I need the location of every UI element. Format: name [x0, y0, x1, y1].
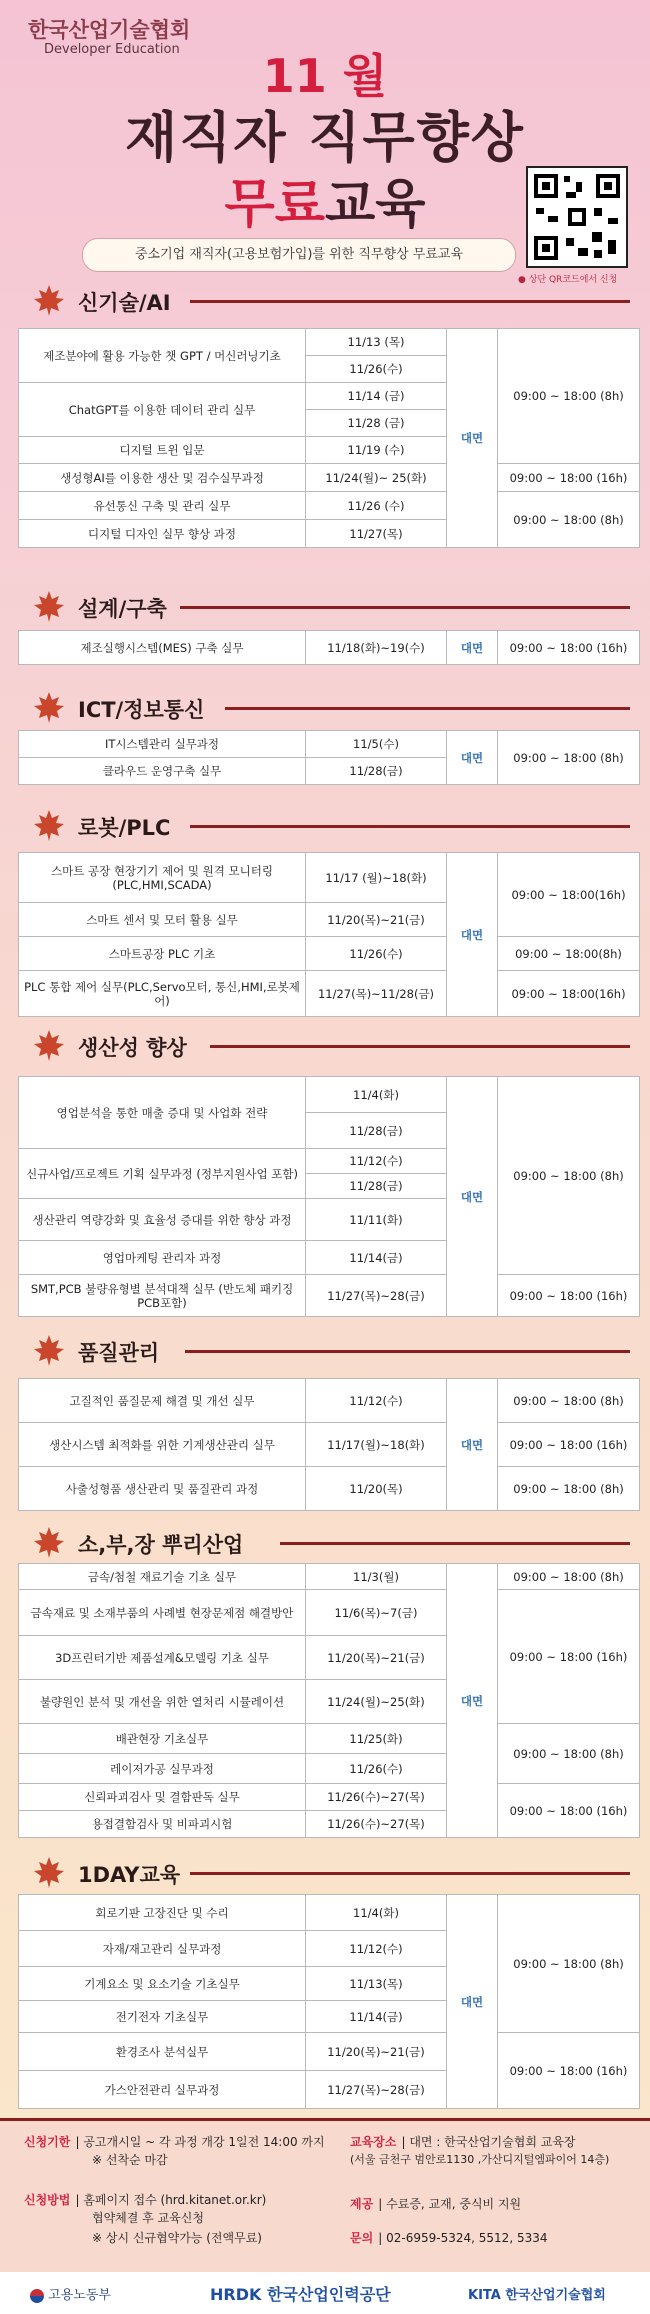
qr-code-icon[interactable] [526, 166, 628, 268]
ministry-logo-icon [30, 2289, 44, 2303]
course-date: 11/26(수) [306, 356, 447, 383]
section-title: 1DAY교육 [78, 1863, 181, 1887]
section-divider [190, 1872, 630, 1875]
course-name: 금속/첨철 재료기술 기초 실무 [19, 1564, 306, 1590]
course-time: 09:00 ~ 18:00(16h) [498, 971, 640, 1017]
course-date: 11/25(화) [306, 1724, 447, 1754]
course-name: 회로기판 고장진단 및 수리 [19, 1895, 306, 1931]
course-date: 11/27(목)~28(금) [306, 1275, 447, 1317]
course-name: 생성형AI를 이용한 생산 및 검수실무과정 [19, 464, 306, 492]
course-name: 유선통신 구축 및 관리 실무 [19, 492, 306, 520]
maple-leaf-icon [32, 1525, 66, 1559]
provide-label: 제공 [350, 2197, 374, 2211]
course-time: 09:00 ~ 18:00 (16h) [498, 1275, 640, 1317]
course-name: 스마트 공장 현장기기 제어 및 원격 모니터링 (PLC,HMI,SCADA) [19, 853, 306, 903]
course-date: 11/20(목) [306, 1467, 447, 1511]
course-date: 11/26(수) [306, 937, 447, 971]
course-date: 11/14 (금) [306, 383, 447, 410]
course-name: 환경조사 분석실무 [19, 2033, 306, 2071]
course-date: 11/26(수) [306, 1754, 447, 1784]
course-date: 11/17 (월)~18(화) [306, 853, 447, 903]
course-name: 레이저가공 실무과정 [19, 1754, 306, 1784]
course-date: 11/26 (수) [306, 492, 447, 520]
course-name: 생산관리 역량강화 및 효율성 증대를 위한 향상 과정 [19, 1199, 306, 1241]
section-title: 로봇/PLC [78, 816, 171, 840]
format-cell: 대면 [447, 631, 498, 665]
course-time: 09:00 ~ 18:00 (8h) [498, 329, 640, 464]
course-date: 11/12(수) [306, 1931, 447, 1967]
course-date: 11/12(수) [306, 1379, 447, 1423]
course-date: 11/13(목) [306, 1967, 447, 2001]
course-name: 영업분석을 통한 매출 증대 및 사업화 전략 [19, 1077, 306, 1149]
course-date: 11/26(수)~27(목) [306, 1811, 447, 1838]
method-text[interactable]: 홈페이지 접수 (hrd.kitanet.or.kr) [83, 2193, 267, 2207]
section-divider [225, 707, 630, 710]
place-row: 교육장소 | 대면 : 한국산업기술협회 교육장 [350, 2135, 576, 2149]
section-header-ict [26, 690, 630, 724]
course-name: 자재/재고관리 실무과정 [19, 1931, 306, 1967]
course-time: 09:00 ~ 18:00 (8h) [498, 731, 640, 785]
course-time: 09:00 ~ 18:00 (8h) [498, 1077, 640, 1275]
course-time: 09:00 ~ 18:00 (8h) [498, 1379, 640, 1423]
org-name: 한국산업기술협회 [28, 18, 191, 42]
section-divider [280, 1542, 630, 1545]
course-date: 11/14(금) [306, 1241, 447, 1275]
format-cell: 대면 [447, 853, 498, 1017]
section-header-robot [26, 808, 630, 842]
method-row: 신청방법 | 홈페이지 접수 (hrd.kitanet.or.kr) [24, 2193, 267, 2207]
course-table-quality [18, 1378, 640, 1511]
place-address: (서울 금천구 범안로1130 ,가산디지털엠파이어 14층) [350, 2153, 610, 2166]
info-footer [0, 2118, 650, 2275]
course-name: 영업마케팅 관리자 과정 [19, 1241, 306, 1275]
course-date: 11/26(수)~27(목) [306, 1784, 447, 1811]
section-title: ICT/정보통신 [78, 698, 205, 722]
course-date: 11/18(화)~19(수) [306, 631, 447, 665]
course-date: 11/4(화) [306, 1077, 447, 1113]
course-date: 11/27(목) [306, 520, 447, 548]
format-cell: 대면 [447, 1077, 498, 1317]
course-date: 11/3(월) [306, 1564, 447, 1590]
course-table-1day [18, 1894, 640, 2109]
course-table-robot [18, 852, 640, 1017]
course-name: 제조분야에 활용 가능한 챗 GPT / 머신러닝기초 [19, 329, 306, 383]
course-name: 스마트 센서 및 모터 활용 실무 [19, 903, 306, 937]
course-date: 11/6(목)~7(금) [306, 1590, 447, 1636]
course-name: 사출성형품 생산관리 및 품질관리 과정 [19, 1467, 306, 1511]
section-header-root-industry [26, 1525, 630, 1559]
course-table-ict [18, 730, 640, 785]
section-divider [180, 606, 630, 609]
method-note: ※ 상시 신규협약가능 (전액무료) [92, 2231, 262, 2245]
course-date: 11/14(금) [306, 2001, 447, 2033]
course-date: 11/24(월)~25(화) [306, 1680, 447, 1724]
course-date: 11/19 (수) [306, 437, 447, 464]
ministry-logo: 고용노동부 [30, 2284, 111, 2303]
course-time: 09:00 ~ 18:00 (16h) [498, 1784, 640, 1838]
section-title: 소,부,장 뿌리산업 [78, 1533, 244, 1557]
course-date: 11/12(수) [306, 1149, 447, 1174]
period-text: 공고개시일 ~ 각 과정 개강 1일전 14:00 까지 [83, 2135, 325, 2149]
contact-label: 문의 [350, 2231, 374, 2245]
section-header-1day [26, 1855, 630, 1889]
section-header-quality [26, 1333, 630, 1367]
section-header-productivity [26, 1028, 630, 1062]
course-date: 11/27(목)~11/28(금) [306, 971, 447, 1017]
logo-bar [0, 2272, 650, 2314]
course-time: 09:00 ~ 18:00(16h) [498, 853, 640, 937]
section-header-design [26, 589, 630, 623]
maple-leaf-icon [32, 1028, 66, 1062]
course-name: IT시스템관리 실무과정 [19, 731, 306, 758]
course-date: 11/17(월)~18(화) [306, 1423, 447, 1467]
course-time: 09:00 ~ 18:00 (16h) [498, 1423, 640, 1467]
course-time: 09:00 ~ 18:00 (8h) [498, 1564, 640, 1590]
course-name: PLC 통합 제어 실무(PLC,Servo모터, 통신,HMI,로봇제어) [19, 971, 306, 1017]
format-cell: 대면 [447, 1895, 498, 2109]
course-date: 11/13 (목) [306, 329, 447, 356]
course-date: 11/5(수) [306, 731, 447, 758]
place-label: 교육장소 [350, 2135, 397, 2149]
section-divider [185, 1350, 630, 1353]
course-name: 전기전자 기초실무 [19, 2001, 306, 2033]
course-name: ChatGPT를 이용한 데이터 관리 실무 [19, 383, 306, 437]
subtitle-pill: 중소기업 재직자(고용보험가입)를 위한 직무향상 무료교육 [82, 238, 516, 272]
maple-leaf-icon [32, 1333, 66, 1367]
section-header-new-tech [26, 283, 630, 317]
section-title: 설계/구축 [78, 597, 167, 621]
maple-leaf-icon [32, 690, 66, 724]
org-subtitle: Developer Education [44, 42, 180, 57]
course-name: 3D프린터기반 제품설계&모델링 기초 실무 [19, 1636, 306, 1680]
main-title-line1: 재직자 직무향상 [125, 106, 525, 169]
section-title: 신기술/AI [78, 291, 171, 315]
section-title: 품질관리 [78, 1341, 160, 1365]
course-name: 신뢰파괴검사 및 결함판독 실무 [19, 1784, 306, 1811]
qr-note: ● 상단 QR코드에서 신청 [518, 275, 618, 285]
method-text2: 협약체결 후 교육신청 [92, 2211, 204, 2225]
title-free: 무료 [224, 175, 325, 235]
format-cell: 대면 [447, 731, 498, 785]
section-divider [210, 1045, 630, 1048]
month-title: 11 월 [262, 49, 388, 103]
hrdk-logo: HRDK 한국산업인력공단 [210, 2285, 391, 2304]
course-name: 용접결함검사 및 비파괴시험 [19, 1811, 306, 1838]
maple-leaf-icon [32, 589, 66, 623]
provide-text: 수료증, 교재, 중식비 지원 [386, 2197, 522, 2211]
format-cell: 대면 [447, 1564, 498, 1838]
format-cell: 대면 [447, 1379, 498, 1511]
contact-text: 02-6959-5324, 5512, 5334 [386, 2231, 548, 2245]
maple-leaf-icon [32, 1855, 66, 1889]
course-name: 기계요소 및 요소기술 기초실무 [19, 1967, 306, 2001]
course-name: 불량원인 분석 및 개선을 위한 열처리 시뮬레이션 [19, 1680, 306, 1724]
course-name: 디지털 트윈 입문 [19, 437, 306, 464]
course-date: 11/4(화) [306, 1895, 447, 1931]
course-date: 11/20(목)~21(금) [306, 903, 447, 937]
course-name: 제조실행시스템(MES) 구축 실무 [19, 631, 306, 665]
course-name: 디지털 디자인 실무 향상 과정 [19, 520, 306, 548]
course-time: 09:00 ~ 18:00 (16h) [498, 2033, 640, 2109]
section-divider [190, 300, 630, 303]
course-name: 가스안전관리 실무과정 [19, 2071, 306, 2109]
course-time: 09:00 ~ 18:00 (8h) [498, 1724, 640, 1784]
course-table-productivity [18, 1076, 640, 1317]
contact-row: 문의 | 02-6959-5324, 5512, 5334 [350, 2231, 548, 2245]
course-date: 11/20(목)~21(금) [306, 1636, 447, 1680]
course-time: 09:00 ~ 18:00 (8h) [498, 1895, 640, 2033]
course-name: 금속재료 및 소재부품의 사례별 현장문제점 해결방안 [19, 1590, 306, 1636]
section-title: 생산성 향상 [78, 1036, 187, 1060]
maple-leaf-icon [32, 283, 66, 317]
course-time: 09:00 ~ 18:00(8h) [498, 937, 640, 971]
place-text: 대면 : 한국산업기술협회 교육장 [409, 2135, 576, 2149]
course-date: 11/27(목)~28(금) [306, 2071, 447, 2109]
course-time: 09:00 ~ 18:00 (16h) [498, 1590, 640, 1724]
course-name: 스마트공장 PLC 기초 [19, 937, 306, 971]
provide-row: 제공 | 수료증, 교재, 중식비 지원 [350, 2197, 522, 2211]
format-cell: 대면 [447, 329, 498, 548]
course-table-new-tech [18, 328, 640, 548]
course-table-design [18, 630, 640, 665]
course-time: 09:00 ~ 18:00 (8h) [498, 1467, 640, 1511]
period-label: 신청기한 [24, 2135, 71, 2149]
course-name: 배관현장 기초실무 [19, 1724, 306, 1754]
course-name: 신규사업/프로젝트 기획 실무과정 (정부지원사업 포함) [19, 1149, 306, 1199]
course-name: 고질적인 품질문제 해결 및 개선 실무 [19, 1379, 306, 1423]
course-date: 11/28(금) [306, 1174, 447, 1199]
course-date: 11/28(금) [306, 1113, 447, 1149]
kita-logo: KITA 한국산업기술협회 [468, 2288, 606, 2303]
course-name: 생산시스템 최적화를 위한 기계생산관리 실무 [19, 1423, 306, 1467]
course-date: 11/28 (금) [306, 410, 447, 437]
course-time: 09:00 ~ 18:00 (16h) [498, 464, 640, 492]
method-label: 신청방법 [24, 2193, 71, 2207]
course-date: 11/20(목)~21(금) [306, 2033, 447, 2071]
course-date: 11/28(금) [306, 758, 447, 785]
course-table-root-industry [18, 1563, 640, 1838]
course-time: 09:00 ~ 18:00 (8h) [498, 492, 640, 548]
section-divider [190, 825, 630, 828]
period-row: 신청기한 | 공고개시일 ~ 각 과정 개강 1일전 14:00 까지 [24, 2135, 325, 2149]
course-date: 11/11(화) [306, 1199, 447, 1241]
course-time: 09:00 ~ 18:00 (16h) [498, 631, 640, 665]
course-date: 11/24(월)~ 25(화) [306, 464, 447, 492]
period-note: ※ 선착순 마감 [92, 2153, 168, 2167]
course-name: SMT,PCB 불량유형별 분석대책 실무 (반도체 패키징 PCB포함) [19, 1275, 306, 1317]
title-education: 교육 [325, 175, 426, 235]
maple-leaf-icon [32, 808, 66, 842]
course-name: 클라우드 운영구축 실무 [19, 758, 306, 785]
